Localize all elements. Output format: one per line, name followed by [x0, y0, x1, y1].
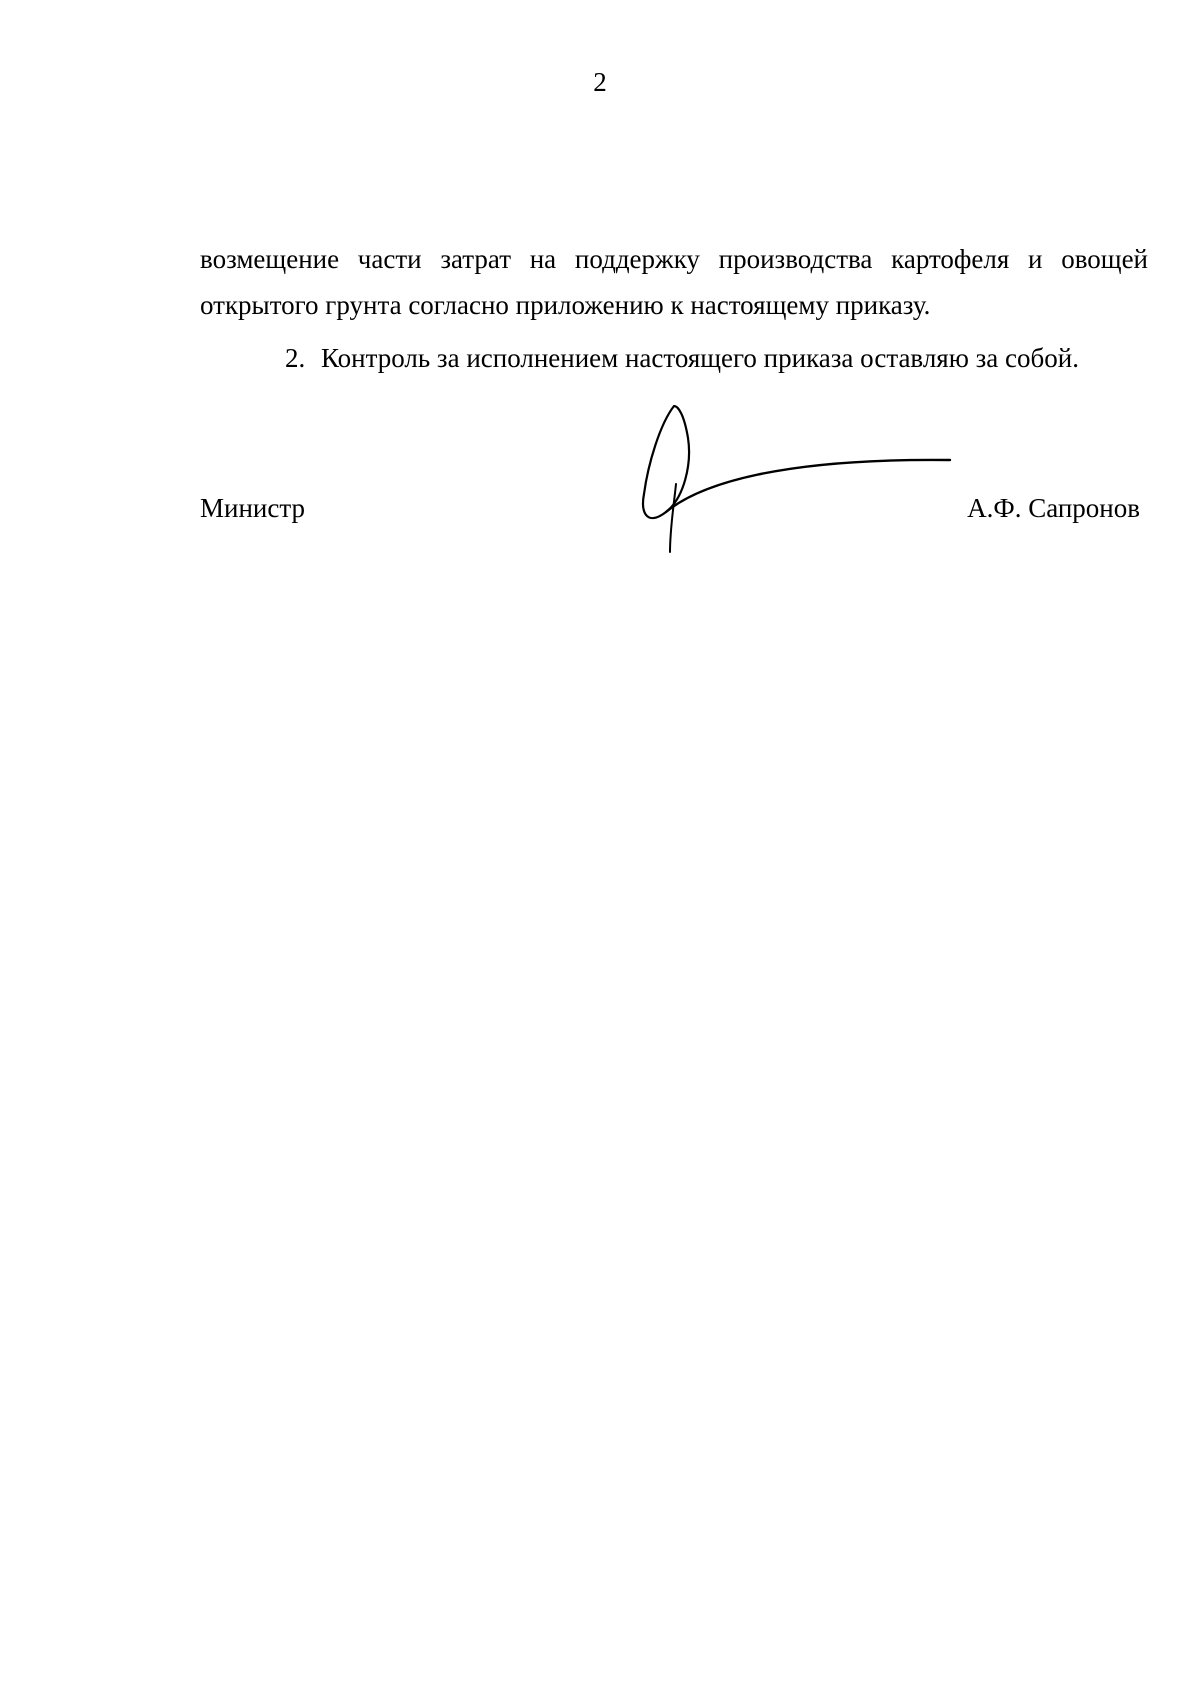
list-item-2 [285, 335, 1079, 381]
signer-position: Министр [200, 493, 305, 523]
list-item-text: Контроль за исполнением настоящего приказа оставляю за собой. [321, 343, 1079, 373]
paragraph-continuation [200, 236, 1148, 328]
list-item-number: 2. [285, 343, 306, 373]
handwritten-signature-icon [640, 404, 960, 554]
paragraph-line-1: возмещение части затрат на поддержку производства картофеля и овощей [200, 244, 1148, 274]
paragraph-line-2: открытого грунта согласно приложению к настоящему приказу. [200, 290, 931, 320]
page-number: 2 [593, 67, 607, 97]
signer-name: А.Ф. Сапронов [967, 493, 1140, 523]
